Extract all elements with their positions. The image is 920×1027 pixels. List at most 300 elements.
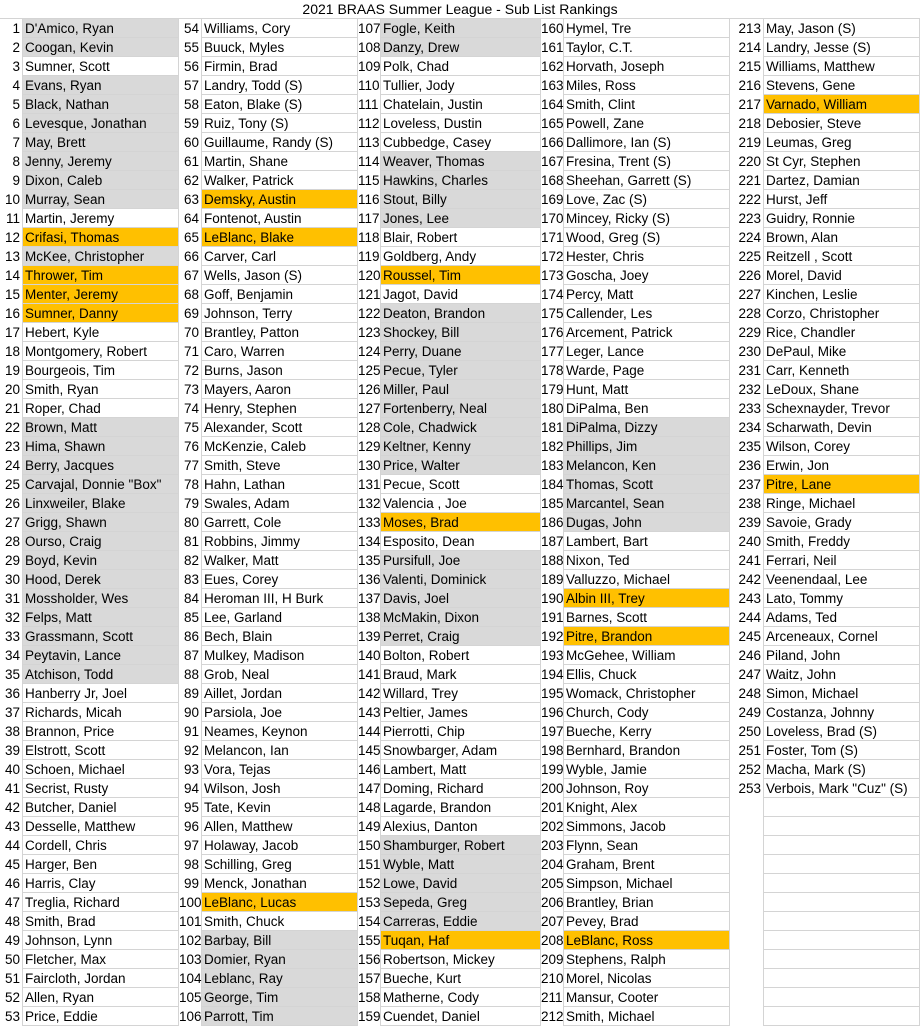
- player-name-cell[interactable]: Johnson, Terry: [202, 304, 358, 323]
- ranking-row[interactable]: [0, 798, 179, 817]
- rank-number-cell[interactable]: 207: [541, 914, 564, 929]
- player-name-cell[interactable]: Bernhard, Brandon: [564, 741, 730, 760]
- rank-number-cell[interactable]: 227: [730, 285, 764, 304]
- player-name-cell[interactable]: Goff, Benjamin: [202, 285, 358, 304]
- ranking-row[interactable]: [730, 323, 920, 342]
- player-name-cell[interactable]: Shockey, Bill: [381, 323, 541, 342]
- rank-number-cell[interactable]: 40: [0, 760, 23, 779]
- rank-number-cell[interactable]: 62: [179, 171, 202, 190]
- ranking-row[interactable]: [730, 76, 920, 95]
- player-name-cell[interactable]: Shamburger, Robert: [381, 836, 541, 855]
- ranking-row[interactable]: [0, 608, 179, 627]
- player-name-cell[interactable]: Coogan, Kevin: [23, 38, 179, 57]
- ranking-row[interactable]: [541, 1007, 730, 1026]
- player-name-cell[interactable]: Bolton, Robert: [381, 646, 541, 665]
- rank-number-cell[interactable]: 108: [358, 40, 381, 55]
- rank-number-cell[interactable]: 119: [358, 249, 380, 264]
- rank-number-cell[interactable]: 122: [358, 306, 381, 321]
- ranking-row[interactable]: [179, 342, 358, 361]
- ranking-row[interactable]: [541, 361, 730, 380]
- player-name-cell[interactable]: Wells, Jason (S): [202, 266, 358, 285]
- player-name-cell[interactable]: George, Tim: [202, 988, 358, 1007]
- rank-number-cell[interactable]: 55: [179, 38, 202, 57]
- ranking-row[interactable]: [358, 855, 541, 874]
- rank-number-cell[interactable]: 223: [730, 209, 764, 228]
- ranking-row[interactable]: [730, 817, 920, 836]
- player-name-cell[interactable]: Lee, Garland: [202, 608, 358, 627]
- rank-number-cell[interactable]: 178: [541, 363, 564, 378]
- rank-number-cell[interactable]: 192: [541, 629, 564, 644]
- ranking-row[interactable]: [0, 912, 179, 931]
- rank-number-cell[interactable]: 111: [358, 95, 381, 114]
- ranking-row[interactable]: [358, 817, 541, 836]
- rank-number-cell[interactable]: 222: [730, 190, 764, 209]
- player-name-cell[interactable]: Thomas, Scott: [564, 475, 730, 494]
- ranking-row[interactable]: [358, 931, 541, 950]
- ranking-row[interactable]: [358, 95, 541, 114]
- player-name-cell[interactable]: Matherne, Cody: [381, 988, 541, 1007]
- ranking-row[interactable]: [179, 912, 358, 931]
- rank-number-cell[interactable]: 92: [179, 741, 202, 760]
- rank-number-cell[interactable]: 238: [730, 494, 764, 513]
- ranking-row[interactable]: [541, 855, 730, 874]
- player-name-cell[interactable]: Smith, Steve: [202, 456, 358, 475]
- player-name-cell[interactable]: Sheehan, Garrett (S): [564, 171, 730, 190]
- rank-number-cell[interactable]: 170: [541, 211, 564, 226]
- rank-number-cell[interactable]: 138: [358, 610, 381, 625]
- ranking-row[interactable]: [358, 513, 541, 532]
- rank-number-cell[interactable]: 252: [730, 760, 764, 779]
- player-name-cell[interactable]: Fortenberry, Neal: [381, 399, 541, 418]
- rank-number-cell[interactable]: 156: [358, 952, 381, 967]
- rank-number-cell[interactable]: 6: [0, 114, 23, 133]
- player-name-cell[interactable]: Ringe, Michael: [764, 494, 920, 513]
- rank-number-cell[interactable]: 7: [0, 133, 23, 152]
- rank-number-cell[interactable]: 50: [0, 950, 23, 969]
- player-name-cell[interactable]: Pecue, Tyler: [381, 361, 541, 380]
- player-name-cell[interactable]: Bech, Blain: [202, 627, 358, 646]
- rank-number-cell[interactable]: 247: [730, 665, 764, 684]
- rank-number-cell[interactable]: 220: [730, 152, 764, 171]
- player-name-cell[interactable]: Elstrott, Scott: [23, 741, 179, 760]
- rank-number-cell[interactable]: 45: [0, 855, 23, 874]
- rank-number-cell[interactable]: 18: [0, 342, 23, 361]
- player-name-cell[interactable]: [764, 912, 920, 931]
- player-name-cell[interactable]: Peytavin, Lance: [23, 646, 179, 665]
- rank-number-cell[interactable]: 167: [541, 154, 564, 169]
- rank-number-cell[interactable]: 230: [730, 342, 764, 361]
- player-name-cell[interactable]: Caro, Warren: [202, 342, 358, 361]
- player-name-cell[interactable]: Schexnayder, Trevor: [764, 399, 920, 418]
- player-name-cell[interactable]: Church, Cody: [564, 703, 730, 722]
- ranking-row[interactable]: [358, 437, 541, 456]
- rank-number-cell[interactable]: 246: [730, 646, 764, 665]
- player-name-cell[interactable]: Weaver, Thomas: [381, 152, 541, 171]
- ranking-row[interactable]: [541, 798, 730, 817]
- ranking-row[interactable]: [358, 703, 541, 722]
- player-name-cell[interactable]: Hanberry Jr, Joel: [23, 684, 179, 703]
- rank-number-cell[interactable]: 37: [0, 703, 23, 722]
- player-name-cell[interactable]: Carreras, Eddie: [381, 912, 541, 931]
- rank-number-cell[interactable]: 180: [541, 401, 564, 416]
- ranking-row[interactable]: [730, 380, 920, 399]
- rank-number-cell[interactable]: 47: [0, 893, 23, 912]
- rank-number-cell[interactable]: 76: [179, 437, 202, 456]
- player-name-cell[interactable]: Price, Walter: [381, 456, 541, 475]
- rank-number-cell[interactable]: [730, 931, 764, 950]
- ranking-row[interactable]: [541, 418, 730, 437]
- player-name-cell[interactable]: Alexander, Scott: [202, 418, 358, 437]
- rank-number-cell[interactable]: 61: [179, 152, 202, 171]
- player-name-cell[interactable]: Barbay, Bill: [202, 931, 358, 950]
- ranking-row[interactable]: [0, 152, 179, 171]
- ranking-row[interactable]: [541, 760, 730, 779]
- rank-number-cell[interactable]: 218: [730, 114, 764, 133]
- ranking-row[interactable]: [730, 475, 920, 494]
- player-name-cell[interactable]: Nixon, Ted: [564, 551, 730, 570]
- ranking-row[interactable]: [0, 399, 179, 418]
- player-name-cell[interactable]: Davis, Joel: [381, 589, 541, 608]
- rank-number-cell[interactable]: 27: [0, 513, 23, 532]
- rank-number-cell[interactable]: 10: [0, 190, 23, 209]
- ranking-row[interactable]: [179, 760, 358, 779]
- ranking-row[interactable]: [730, 741, 920, 760]
- player-name-cell[interactable]: Hebert, Kyle: [23, 323, 179, 342]
- ranking-row[interactable]: [730, 931, 920, 950]
- rank-number-cell[interactable]: 151: [358, 857, 381, 872]
- rank-number-cell[interactable]: 48: [0, 912, 23, 931]
- ranking-row[interactable]: [730, 798, 920, 817]
- ranking-row[interactable]: [541, 19, 730, 38]
- rank-number-cell[interactable]: 173: [541, 268, 564, 283]
- rank-number-cell[interactable]: 250: [730, 722, 764, 741]
- player-name-cell[interactable]: Wilson, Josh: [202, 779, 358, 798]
- rank-number-cell[interactable]: 3: [0, 57, 23, 76]
- ranking-row[interactable]: [358, 57, 541, 76]
- player-name-cell[interactable]: Pecue, Scott: [381, 475, 541, 494]
- ranking-row[interactable]: [0, 665, 179, 684]
- player-name-cell[interactable]: Desselle, Matthew: [23, 817, 179, 836]
- rank-number-cell[interactable]: 11: [0, 209, 23, 228]
- rank-number-cell[interactable]: 242: [730, 570, 764, 589]
- rank-number-cell[interactable]: 147: [358, 781, 381, 796]
- rank-number-cell[interactable]: 179: [541, 382, 564, 397]
- rank-number-cell[interactable]: 206: [541, 895, 564, 910]
- ranking-row[interactable]: [730, 95, 920, 114]
- ranking-row[interactable]: [358, 190, 541, 209]
- ranking-row[interactable]: [541, 893, 730, 912]
- player-name-cell[interactable]: Linxweiler, Blake: [23, 494, 179, 513]
- ranking-row[interactable]: [358, 342, 541, 361]
- ranking-row[interactable]: [541, 836, 730, 855]
- player-name-cell[interactable]: Williams, Matthew: [764, 57, 920, 76]
- rank-number-cell[interactable]: 14: [0, 266, 23, 285]
- rank-number-cell[interactable]: 182: [541, 439, 564, 454]
- ranking-row[interactable]: [730, 551, 920, 570]
- player-name-cell[interactable]: Pevey, Brad: [564, 912, 730, 931]
- player-name-cell[interactable]: Goscha, Joey: [564, 266, 730, 285]
- rank-number-cell[interactable]: [730, 1007, 764, 1026]
- ranking-row[interactable]: [179, 608, 358, 627]
- player-name-cell[interactable]: Smith, Chuck: [202, 912, 358, 931]
- player-name-cell[interactable]: Lagarde, Brandon: [381, 798, 541, 817]
- rank-number-cell[interactable]: 95: [179, 798, 202, 817]
- player-name-cell[interactable]: Dixon, Caleb: [23, 171, 179, 190]
- player-name-cell[interactable]: Butcher, Daniel: [23, 798, 179, 817]
- rank-number-cell[interactable]: 194: [541, 667, 564, 682]
- player-name-cell[interactable]: Dugas, John: [564, 513, 730, 532]
- player-name-cell[interactable]: Bueche, Kurt: [381, 969, 541, 988]
- player-name-cell[interactable]: Smith, Michael: [564, 1007, 730, 1026]
- player-name-cell[interactable]: Deaton, Brandon: [381, 304, 541, 323]
- rank-number-cell[interactable]: 184: [541, 477, 564, 492]
- ranking-row[interactable]: [0, 57, 179, 76]
- rank-number-cell[interactable]: 78: [179, 475, 202, 494]
- player-name-cell[interactable]: Smith, Brad: [23, 912, 179, 931]
- rank-number-cell[interactable]: 162: [541, 59, 564, 74]
- rank-number-cell[interactable]: 112: [358, 116, 380, 131]
- rank-number-cell[interactable]: 86: [179, 627, 202, 646]
- ranking-row[interactable]: [730, 133, 920, 152]
- rank-number-cell[interactable]: 59: [179, 114, 202, 133]
- rank-number-cell[interactable]: 23: [0, 437, 23, 456]
- ranking-row[interactable]: [730, 418, 920, 437]
- ranking-row[interactable]: [730, 722, 920, 741]
- rank-number-cell[interactable]: 106: [179, 1009, 202, 1024]
- player-name-cell[interactable]: Hahn, Lathan: [202, 475, 358, 494]
- rank-number-cell[interactable]: 233: [730, 399, 764, 418]
- rank-number-cell[interactable]: 5: [0, 95, 23, 114]
- rank-number-cell[interactable]: 16: [0, 304, 23, 323]
- ranking-row[interactable]: [358, 589, 541, 608]
- player-name-cell[interactable]: [764, 893, 920, 912]
- ranking-row[interactable]: [358, 1007, 541, 1026]
- player-name-cell[interactable]: DePaul, Mike: [764, 342, 920, 361]
- ranking-row[interactable]: [179, 399, 358, 418]
- ranking-row[interactable]: [358, 760, 541, 779]
- ranking-row[interactable]: [358, 969, 541, 988]
- player-name-cell[interactable]: Menter, Jeremy: [23, 285, 179, 304]
- player-name-cell[interactable]: Johnson, Lynn: [23, 931, 179, 950]
- rank-number-cell[interactable]: 154: [358, 914, 381, 929]
- rank-number-cell[interactable]: 129: [358, 439, 381, 454]
- player-name-cell[interactable]: Eaton, Blake (S): [202, 95, 358, 114]
- ranking-row[interactable]: [541, 475, 730, 494]
- rank-number-cell[interactable]: [730, 912, 764, 931]
- player-name-cell[interactable]: Wyble, Matt: [381, 855, 541, 874]
- player-name-cell[interactable]: Corzo, Christopher: [764, 304, 920, 323]
- rank-number-cell[interactable]: 140: [358, 648, 381, 663]
- ranking-row[interactable]: [179, 627, 358, 646]
- player-name-cell[interactable]: Thrower, Tim: [23, 266, 179, 285]
- player-name-cell[interactable]: [764, 817, 920, 836]
- ranking-row[interactable]: [179, 551, 358, 570]
- ranking-row[interactable]: [541, 57, 730, 76]
- rank-number-cell[interactable]: 139: [358, 629, 381, 644]
- ranking-row[interactable]: [179, 152, 358, 171]
- rank-number-cell[interactable]: 197: [541, 724, 564, 739]
- rank-number-cell[interactable]: 208: [541, 933, 564, 948]
- player-name-cell[interactable]: Melancon, Ken: [564, 456, 730, 475]
- player-name-cell[interactable]: Pitre, Brandon: [564, 627, 730, 646]
- player-name-cell[interactable]: [764, 988, 920, 1007]
- ranking-row[interactable]: [541, 323, 730, 342]
- ranking-row[interactable]: [179, 855, 358, 874]
- ranking-row[interactable]: [541, 874, 730, 893]
- ranking-row[interactable]: [0, 950, 179, 969]
- ranking-row[interactable]: [0, 95, 179, 114]
- player-name-cell[interactable]: Schoen, Michael: [23, 760, 179, 779]
- player-name-cell[interactable]: Jenny, Jeremy: [23, 152, 179, 171]
- player-name-cell[interactable]: Hima, Shawn: [23, 437, 179, 456]
- ranking-row[interactable]: [358, 38, 541, 57]
- rank-number-cell[interactable]: 150: [358, 838, 381, 853]
- ranking-row[interactable]: [0, 285, 179, 304]
- rank-number-cell[interactable]: 187: [541, 534, 564, 549]
- ranking-row[interactable]: [179, 589, 358, 608]
- player-name-cell[interactable]: Mansur, Cooter: [564, 988, 730, 1007]
- rank-number-cell[interactable]: 183: [541, 458, 564, 473]
- rank-number-cell[interactable]: 169: [541, 192, 564, 207]
- ranking-row[interactable]: [541, 247, 730, 266]
- ranking-row[interactable]: [179, 779, 358, 798]
- rank-number-cell[interactable]: 91: [179, 722, 202, 741]
- player-name-cell[interactable]: Smith, Ryan: [23, 380, 179, 399]
- rank-number-cell[interactable]: 253: [730, 779, 764, 798]
- ranking-row[interactable]: [730, 779, 920, 798]
- rank-number-cell[interactable]: 51: [0, 969, 23, 988]
- ranking-row[interactable]: [179, 209, 358, 228]
- ranking-row[interactable]: [179, 247, 358, 266]
- player-name-cell[interactable]: Barnes, Scott: [564, 608, 730, 627]
- player-name-cell[interactable]: Loveless, Brad (S): [764, 722, 920, 741]
- rank-number-cell[interactable]: 120: [358, 268, 381, 283]
- rank-number-cell[interactable]: 134: [358, 534, 381, 549]
- rank-number-cell[interactable]: 146: [358, 762, 381, 777]
- player-name-cell[interactable]: Eues, Corey: [202, 570, 358, 589]
- rank-number-cell[interactable]: 205: [541, 876, 564, 891]
- player-name-cell[interactable]: Alexius, Danton: [381, 817, 541, 836]
- ranking-row[interactable]: [0, 969, 179, 988]
- rank-number-cell[interactable]: 248: [730, 684, 764, 703]
- rank-number-cell[interactable]: 124: [358, 344, 381, 359]
- player-name-cell[interactable]: Fresina, Trent (S): [564, 152, 730, 171]
- rank-number-cell[interactable]: 28: [0, 532, 23, 551]
- rank-number-cell[interactable]: 52: [0, 988, 23, 1007]
- rank-number-cell[interactable]: 35: [0, 665, 23, 684]
- rank-number-cell[interactable]: [730, 893, 764, 912]
- ranking-row[interactable]: [730, 969, 920, 988]
- player-name-cell[interactable]: Varnado, William: [764, 95, 920, 114]
- player-name-cell[interactable]: Lato, Tommy: [764, 589, 920, 608]
- rank-number-cell[interactable]: 155: [358, 933, 381, 948]
- player-name-cell[interactable]: Murray, Sean: [23, 190, 179, 209]
- ranking-row[interactable]: [541, 779, 730, 798]
- player-name-cell[interactable]: Carvajal, Donnie "Box": [23, 475, 179, 494]
- ranking-row[interactable]: [0, 513, 179, 532]
- ranking-row[interactable]: [358, 798, 541, 817]
- rank-number-cell[interactable]: 225: [730, 247, 764, 266]
- player-name-cell[interactable]: DiPalma, Ben: [564, 399, 730, 418]
- rank-number-cell[interactable]: 85: [179, 608, 202, 627]
- ranking-row[interactable]: [179, 532, 358, 551]
- rank-number-cell[interactable]: 38: [0, 722, 23, 741]
- player-name-cell[interactable]: Powell, Zane: [564, 114, 730, 133]
- ranking-row[interactable]: [730, 190, 920, 209]
- rank-number-cell[interactable]: 234: [730, 418, 764, 437]
- ranking-row[interactable]: [541, 76, 730, 95]
- ranking-row[interactable]: [179, 38, 358, 57]
- rank-number-cell[interactable]: 202: [541, 819, 564, 834]
- player-name-cell[interactable]: Doming, Richard: [381, 779, 541, 798]
- player-name-cell[interactable]: Ellis, Chuck: [564, 665, 730, 684]
- ranking-row[interactable]: [0, 475, 179, 494]
- player-name-cell[interactable]: Jones, Lee: [381, 209, 541, 228]
- ranking-row[interactable]: [730, 114, 920, 133]
- player-name-cell[interactable]: Mossholder, Wes: [23, 589, 179, 608]
- ranking-row[interactable]: [0, 342, 179, 361]
- player-name-cell[interactable]: Fletcher, Max: [23, 950, 179, 969]
- ranking-row[interactable]: [0, 304, 179, 323]
- ranking-row[interactable]: [179, 114, 358, 133]
- ranking-row[interactable]: [730, 247, 920, 266]
- rank-number-cell[interactable]: 69: [179, 304, 202, 323]
- rank-number-cell[interactable]: 71: [179, 342, 202, 361]
- player-name-cell[interactable]: Heroman III, H Burk: [202, 589, 358, 608]
- player-name-cell[interactable]: DiPalma, Dizzy: [564, 418, 730, 437]
- player-name-cell[interactable]: Stevens, Gene: [764, 76, 920, 95]
- ranking-row[interactable]: [0, 76, 179, 95]
- ranking-row[interactable]: [0, 570, 179, 589]
- ranking-row[interactable]: [0, 323, 179, 342]
- rank-number-cell[interactable]: [730, 950, 764, 969]
- ranking-row[interactable]: [358, 133, 541, 152]
- ranking-row[interactable]: [0, 494, 179, 513]
- rank-number-cell[interactable]: 72: [179, 361, 202, 380]
- rank-number-cell[interactable]: 70: [179, 323, 202, 342]
- player-name-cell[interactable]: Cole, Chadwick: [381, 418, 541, 437]
- player-name-cell[interactable]: Fogle, Keith: [381, 19, 541, 38]
- player-name-cell[interactable]: Keltner, Kenny: [381, 437, 541, 456]
- ranking-row[interactable]: [358, 304, 541, 323]
- ranking-row[interactable]: [179, 798, 358, 817]
- rank-number-cell[interactable]: 21: [0, 399, 23, 418]
- rank-number-cell[interactable]: 189: [541, 572, 564, 587]
- ranking-row[interactable]: [541, 703, 730, 722]
- ranking-row[interactable]: [358, 836, 541, 855]
- ranking-row[interactable]: [0, 703, 179, 722]
- player-name-cell[interactable]: Ourso, Craig: [23, 532, 179, 551]
- player-name-cell[interactable]: Landry, Jesse (S): [764, 38, 920, 57]
- rank-number-cell[interactable]: 127: [358, 401, 381, 416]
- rank-number-cell[interactable]: 57: [179, 76, 202, 95]
- rank-number-cell[interactable]: 219: [730, 133, 764, 152]
- ranking-row[interactable]: [541, 684, 730, 703]
- player-name-cell[interactable]: Bueche, Kerry: [564, 722, 730, 741]
- rank-number-cell[interactable]: 165: [541, 116, 564, 131]
- player-name-cell[interactable]: Guillaume, Randy (S): [202, 133, 358, 152]
- ranking-row[interactable]: [730, 456, 920, 475]
- ranking-row[interactable]: [358, 475, 541, 494]
- player-name-cell[interactable]: Harger, Ben: [23, 855, 179, 874]
- ranking-row[interactable]: [358, 551, 541, 570]
- ranking-row[interactable]: [541, 380, 730, 399]
- player-name-cell[interactable]: Percy, Matt: [564, 285, 730, 304]
- ranking-row[interactable]: [541, 608, 730, 627]
- rank-number-cell[interactable]: 73: [179, 380, 202, 399]
- player-name-cell[interactable]: Lowe, David: [381, 874, 541, 893]
- player-name-cell[interactable]: Crifasi, Thomas: [23, 228, 179, 247]
